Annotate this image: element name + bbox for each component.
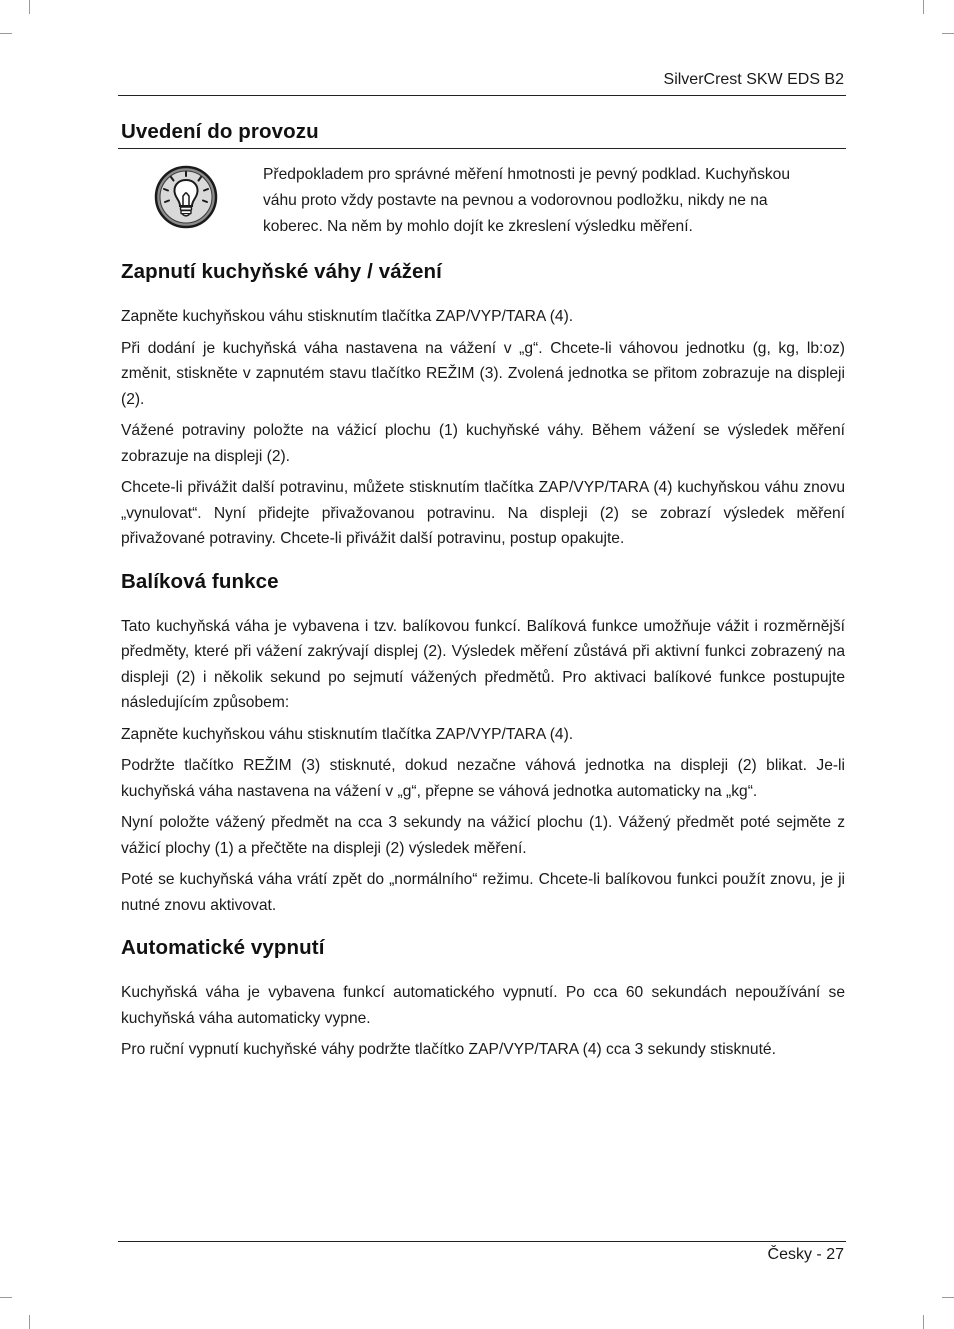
section-uvedeni — [121, 120, 845, 240]
section-title: Balíková funkce — [121, 569, 279, 593]
paragraph: Předpokladem pro správné měření hmotnosti je pevný podklad. Kuchyňskou váhu proto vždy postavte na pevnou a vodorovnou podložku, nikdy ne na koberec. Na něm by mohlo dojít ke zkreslení výsledku měření. — [263, 166, 791, 235]
crop-mark — [29, 1315, 30, 1329]
footer-rule — [118, 1241, 846, 1242]
section-zapnuti — [121, 260, 845, 552]
crop-mark — [942, 33, 954, 34]
crop-mark — [0, 1297, 12, 1298]
header-brand: SilverCrest SKW EDS B2 — [663, 71, 844, 88]
note-box — [121, 162, 845, 240]
section-title: Automatické vypnutí — [121, 936, 325, 959]
paragraph: Zapněte kuchyňskou váhu stisknutím tlačítka ZAP/VYP/TARA (4). — [121, 308, 574, 325]
note-text — [263, 162, 823, 240]
section-balikova — [121, 570, 845, 919]
page-number: Česky - 27 — [767, 1246, 844, 1263]
header-rule — [118, 95, 846, 96]
paragraph: Tato kuchyňská váha je vybavena i tzv. balíkovou funkcí. Balíková funkce umožňuje vážit i rozměrnější předměty, které při vážení zakrývají displej (2). Výsledek měření zůstává při aktivní funkci zobrazený na displeji (2) i několik sekund po sejmutí vážených předmětů. Pro aktivaci balíkové funkce postupujte následujícím způsobem: — [121, 617, 845, 711]
lightbulb-icon — [154, 165, 218, 229]
paragraph: Zapněte kuchyňskou váhu stisknutím tlačítka ZAP/VYP/TARA (4). — [121, 725, 574, 743]
paragraph: Vážené potraviny položte na vážicí plochu (1) kuchyňské váhy. Během vážení se výsledek měření zobrazuje na displeji (2). — [121, 422, 845, 465]
paragraph: Nyní položte vážený předmět na cca 3 sekundy na vážicí plochu (1). Vážený předmět poté sejměte z vážicí plochy (1) a přečtěte na displeji (2) výsledek měření. — [121, 814, 845, 857]
paragraph: Chcete-li přivážit další potravinu, můžete stisknutím tlačítka ZAP/VYP/TARA (4) kuchyňskou váhu znovu „vynulovat“. Nyní přidejte přivažovanou potravinu. Na displeji (2) se zobrazí výsledek měření přivažované potraviny. Chcete-li přivážit další potravinu, postup opakujte. — [121, 479, 845, 547]
section-automaticke — [121, 936, 845, 1063]
page-content — [121, 120, 845, 1063]
crop-mark — [923, 1315, 924, 1329]
paragraph: Poté se kuchyňská váha vrátí zpět do „normálního“ režimu. Chcete-li balíkovou funkci použít znovu, je ji nutné znovu aktivovat. — [121, 871, 845, 914]
section-title: Zapnutí kuchyňské váhy / vážení — [121, 260, 442, 283]
paragraph: Pro ruční vypnutí kuchyňské váhy podržte tlačítko ZAP/VYP/TARA (4) cca 3 sekundy stisknuté. — [121, 1041, 776, 1058]
crop-mark — [923, 0, 924, 14]
crop-mark — [29, 0, 30, 14]
crop-mark — [0, 33, 12, 34]
paragraph: Kuchyňská váha je vybavena funkcí automatického vypnutí. Po cca 60 sekundách nepoužívání se kuchyňská váha automaticky vypne. — [121, 984, 845, 1027]
paragraph: Při dodání je kuchyňská váha nastavena na vážení v „g“. Chcete-li váhovou jednotku (g, kg, lb:oz) změnit, stiskněte v zapnutém stavu tlačítko REŽIM (3). Zvolená jednotka se přitom zobrazuje na displeji (2). — [121, 339, 845, 408]
section-title: Uvedení do provozu — [118, 120, 846, 149]
crop-mark — [942, 1297, 954, 1298]
paragraph: Podržte tlačítko REŽIM (3) stisknuté, dokud nezačne váhová jednotka na displeji (2) blikat. Je-li kuchyňská váha nastavena na vážení v „g“, přepne se váhová jednotka automaticky na „kg“. — [121, 757, 845, 800]
